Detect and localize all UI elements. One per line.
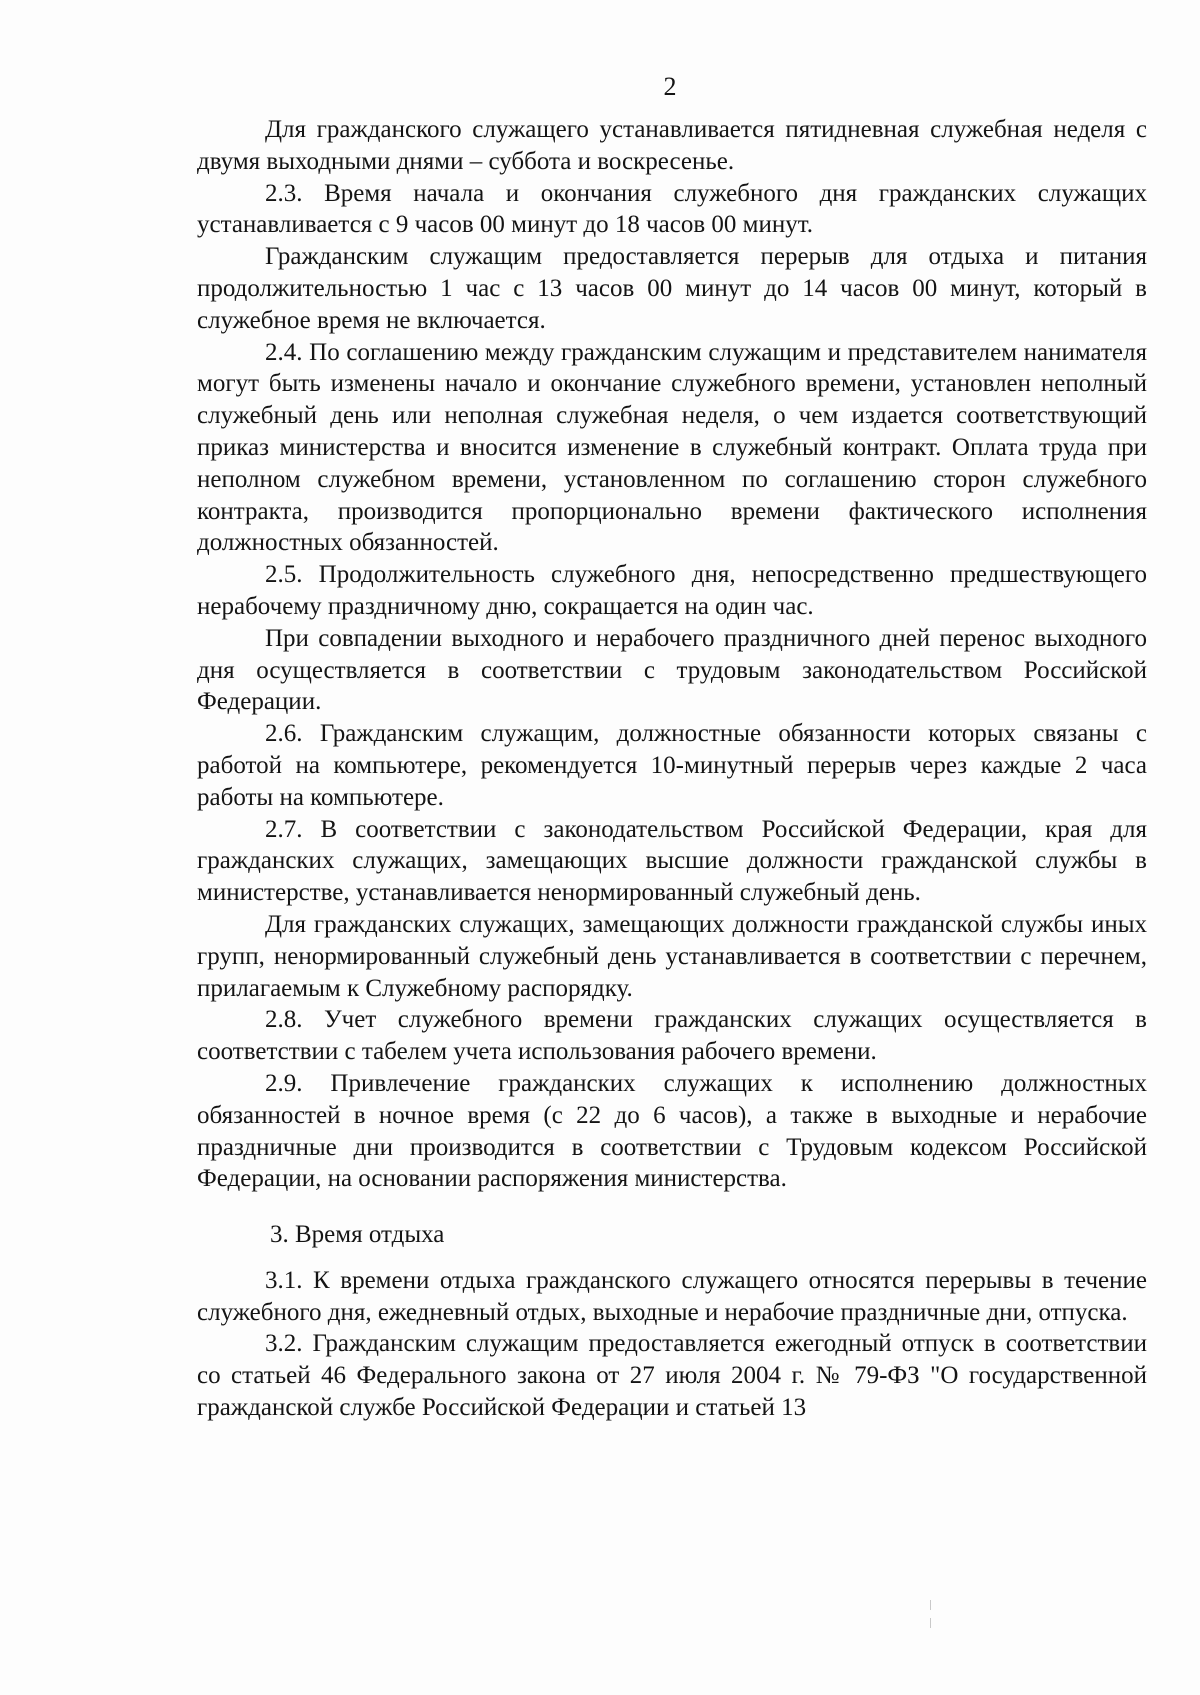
paragraph-2-8-time-accounting: 2.8. Учет служебного времени гражданских служащих осуществляется в соответствии с табелем учета использования рабочего времени. xyxy=(197,1006,1147,1066)
scan-mark xyxy=(930,1600,931,1610)
paragraph-workweek: Для гражданского служащего устанавливается пятидневная служебная неделя с двумя выходными днями – суббота и воскресенье. xyxy=(197,116,1147,175)
section-heading-rest-time: 3. Время отдыха xyxy=(270,1221,445,1249)
scan-artifact-marks xyxy=(930,1600,936,1630)
paragraph-irregular-day-other-groups: Для гражданских служащих, замещающих должности гражданской службы иных групп, ненормированный служебный день устанавливается в соответствии с перечнем, прилагаемым к Служебному распорядку. xyxy=(197,910,1147,1002)
scan-mark xyxy=(930,1618,931,1628)
paragraph-3-2-annual-leave: 3.2. Гражданским служащим предоставляется ежегодный отпуск в соответствии со статьей 46 Федерального закона от 27 июля 2004 г. № 79-ФЗ "О государственной гражданской службе Российской Федерации и статьей 13 xyxy=(197,1330,1147,1422)
paragraph-2-7-irregular-day: 2.7. В соответствии с законодательством Российской Федерации, края для гражданских служащих, замещающих высшие должности гражданской службы в министерстве, устанавливается ненормированный служебный день. xyxy=(197,815,1147,907)
paragraph-lunch-break: Гражданским служащим предоставляется перерыв для отдыха и питания продолжительностью 1 час с 13 часов 00 минут до 14 часов 00 минут, который в служебное время не включается. xyxy=(197,243,1147,334)
page-number: 2 xyxy=(663,72,677,101)
paragraph-3-1-rest-time: 3.1. К времени отдыха гражданского служащего относятся перерывы в течение служебного дня, ежедневный отдых, выходные и нерабочие праздничные дни, отпуска. xyxy=(197,1266,1147,1326)
paragraph-2-3-working-hours: 2.3. Время начала и окончания служебного дня гражданских служащих устанавливается с 9 часов 00 минут до 18 часов 00 минут. xyxy=(197,179,1147,239)
paragraph-2-5-pre-holiday: 2.5. Продолжительность служебного дня, непосредственно предшествующего нерабочему праздничному дню, сокращается на один час. xyxy=(197,561,1147,620)
paragraph-2-4-part-time: 2.4. По соглашению между гражданским служащим и представителем нанимателя могут быть изменены начало и окончание служебного времени, установлен неполный служебный день или неполная служебная неделя, о чем издается соответствующий приказ министерства и вносится изменение в служебный контракт. Оплата труда при неполном служебном времени, установленном по соглашению сторон служебного контракта, производится пропорционально времени фактического исполнения должностных обязанностей. xyxy=(197,338,1147,557)
paragraph-holiday-transfer: При совпадении выходного и нерабочего праздничного дней перенос выходного дня осуществляется в соответствии с трудовым законодательством Российской Федерации. xyxy=(197,624,1147,716)
document-body xyxy=(197,114,1147,1424)
paragraph-2-6-computer-breaks: 2.6. Гражданским служащим, должностные обязанности которых связаны с работой на компьютере, рекомендуется 10-минутный перерыв через каждые 2 часа работы на компьютере. xyxy=(197,720,1147,811)
paragraph-2-9-night-work: 2.9. Привлечение гражданских служащих к исполнению должностных обязанностей в ночное время (с 22 до 6 часов), а также в выходные и нерабочие праздничные дни производится в соответствии с Трудовым кодексом Российской Федерации, на основании распоряжения министерства. xyxy=(197,1069,1147,1193)
